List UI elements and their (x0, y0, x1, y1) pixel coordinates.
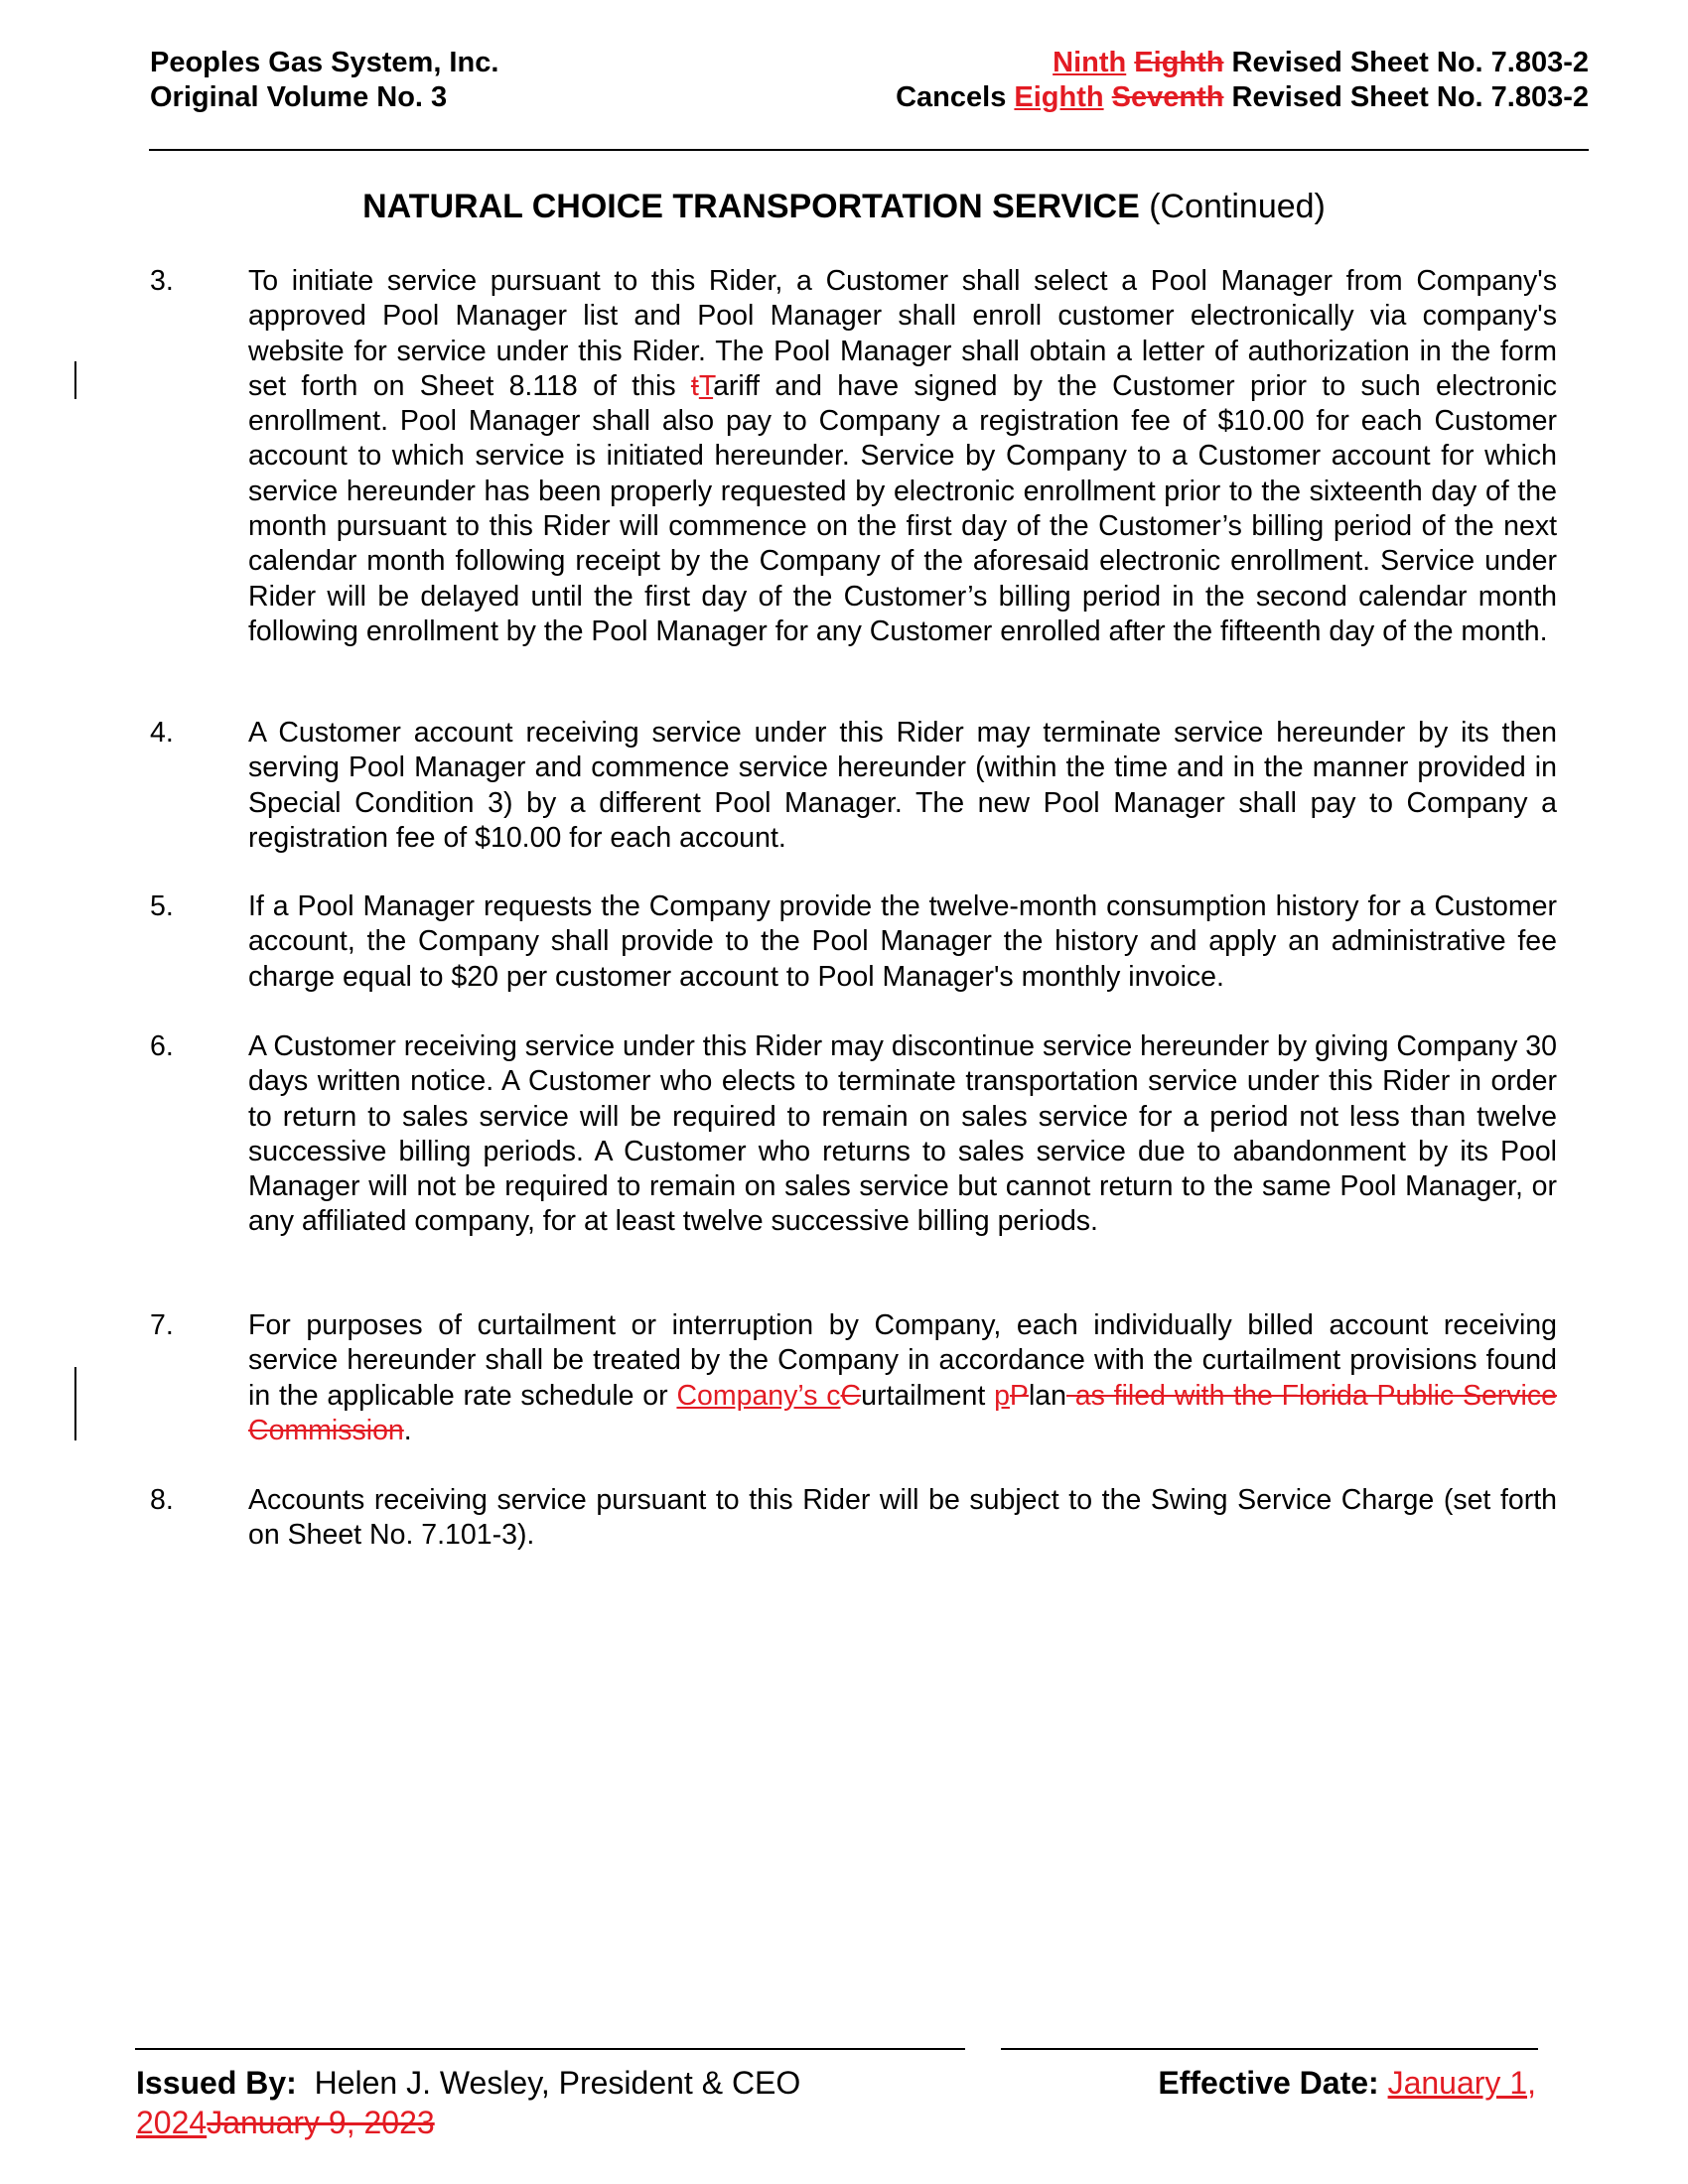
item-number: 4. (150, 717, 174, 749)
inserted-text: Company’s c (676, 1379, 841, 1412)
inserted-text: January 1, (1387, 2065, 1536, 2101)
footer (136, 2063, 1536, 2142)
section-title-bold: NATURAL CHOICE TRANSPORTATION SERVICE (362, 188, 1140, 225)
item-text: If a Pool Manager requests the Company provide the twelve-month consumption history for a Customer account, the Company shall provide to the Pool Manager the history and apply an administrative fee charge equal to $20 per customer account to Pool Manager's monthly invoice. (248, 890, 1557, 993)
deleted-text: Seventh (1111, 81, 1224, 113)
inserted-text: p (994, 1379, 1010, 1412)
issued-by-name: Helen J. Wesley, President & CEO (296, 2065, 801, 2101)
cancels-prefix: Cancels (896, 81, 1015, 113)
inserted-text: Ninth (1053, 47, 1127, 78)
change-bar (74, 1367, 76, 1440)
footer-rule-right (1001, 2048, 1538, 2050)
deleted-text: C (840, 1379, 862, 1412)
effective-date (1158, 2063, 1536, 2103)
item-text: Accounts receiving service pursuant to this Rider will be subject to the Swing Service Charge (set forth on Sheet No. 7.101-3). (248, 1484, 1557, 1552)
deleted-text: Eighth (1134, 47, 1224, 78)
list-item (150, 716, 1557, 856)
inserted-text: 2024 (136, 2105, 208, 2140)
list-item (150, 264, 1557, 649)
volume-label: Original Volume No. 3 (150, 81, 448, 113)
effective-date-continued (136, 2103, 1536, 2142)
item-text: For purposes of curtailment or interruption by Company, each individually billed account receiving service hereunder shall be treated by the Company in accordance with the curtailment provisions found in the applicable rate schedule or Company’s cCurtailment pPlan as filed with the Florida Public Service Commission. (248, 1309, 1557, 1446)
item-number: 5. (150, 890, 174, 922)
sheet-number-text: Revised Sheet No. 7.803-2 (1223, 47, 1589, 78)
effective-date-label: Effective Date: (1158, 2065, 1379, 2101)
deleted-text: as filed with the Florida Public Service Commission (248, 1379, 1557, 1446)
item-number: 8. (150, 1484, 174, 1516)
company-header (150, 46, 498, 115)
company-name: Peoples Gas System, Inc. (150, 47, 499, 78)
sheet-header (896, 46, 1589, 115)
inserted-text: T (698, 369, 714, 402)
cancels-line (896, 80, 1589, 115)
section-title-continued: (Continued) (1139, 188, 1326, 225)
list-item (150, 1308, 1557, 1448)
item-text: To initiate service pursuant to this Rider, a Customer shall select a Pool Manager from Company's approved Pool Manager list and Pool Manager shall enroll customer electronically via company's website for service under this Rider. The Pool Manager shall obtain a letter of authorization in the form set forth on Sheet 8.118 of this tTariff and have signed by the Customer prior to such electronic enrollment. Pool Manager shall also pay to Company a registration fee of $10.00 for each Customer account to which service is initiated hereunder. Service by Company to a Customer account for which service hereunder has been properly requested by electronic enrollment prior to the sixteenth day of the month pursuant to this Rider will commence on the first day of the Customer’s billing period of the next calendar month following receipt by the Company of the aforesaid electronic enrollment. Service under Rider will be delayed until the first day of the Customer’s billing period in the second calendar month following enrollment by the Pool Manager for any Customer enrolled after the fifteenth day of the month. (248, 265, 1557, 647)
section-title (0, 185, 1688, 228)
deleted-text: P (1009, 1379, 1029, 1412)
list-item (150, 1483, 1557, 1554)
list-item (150, 889, 1557, 995)
issued-by-label: Issued By: (136, 2065, 297, 2101)
change-bar (74, 361, 76, 399)
sheet-number-line (896, 46, 1589, 80)
footer-rule-left (135, 2048, 965, 2050)
item-text: A Customer account receiving service under this Rider may terminate service hereunder by its then serving Pool Manager and commence service hereunder (within the time and in the manner provided in Special Condition 3) by a different Pool Manager. The new Pool Manager shall pay to Company a registration fee of $10.00 for each account. (248, 717, 1557, 854)
item-text: A Customer receiving service under this Rider may discontinue service hereunder by giving Company 30 days written notice. A Customer who elects to terminate transportation service under this Rider in order to return to sales service will be required to remain on sales service for a period not less than twelve successive billing periods. A Customer who returns to sales service due to abandonment by its Pool Manager will not be required to remain on sales service but cannot return to the same Pool Manager, or any affiliated company, for at least twelve successive billing periods. (248, 1030, 1557, 1238)
cancels-sheet-text: Revised Sheet No. 7.803-2 (1223, 81, 1589, 113)
item-number: 6. (150, 1030, 174, 1062)
inserted-text: Eighth (1014, 81, 1104, 113)
list-item (150, 1029, 1557, 1240)
item-number: 7. (150, 1309, 174, 1341)
deleted-text: t (690, 369, 699, 402)
deleted-text: January 9, 2023 (207, 2105, 435, 2140)
item-number: 3. (150, 265, 174, 297)
header-rule (149, 149, 1589, 151)
